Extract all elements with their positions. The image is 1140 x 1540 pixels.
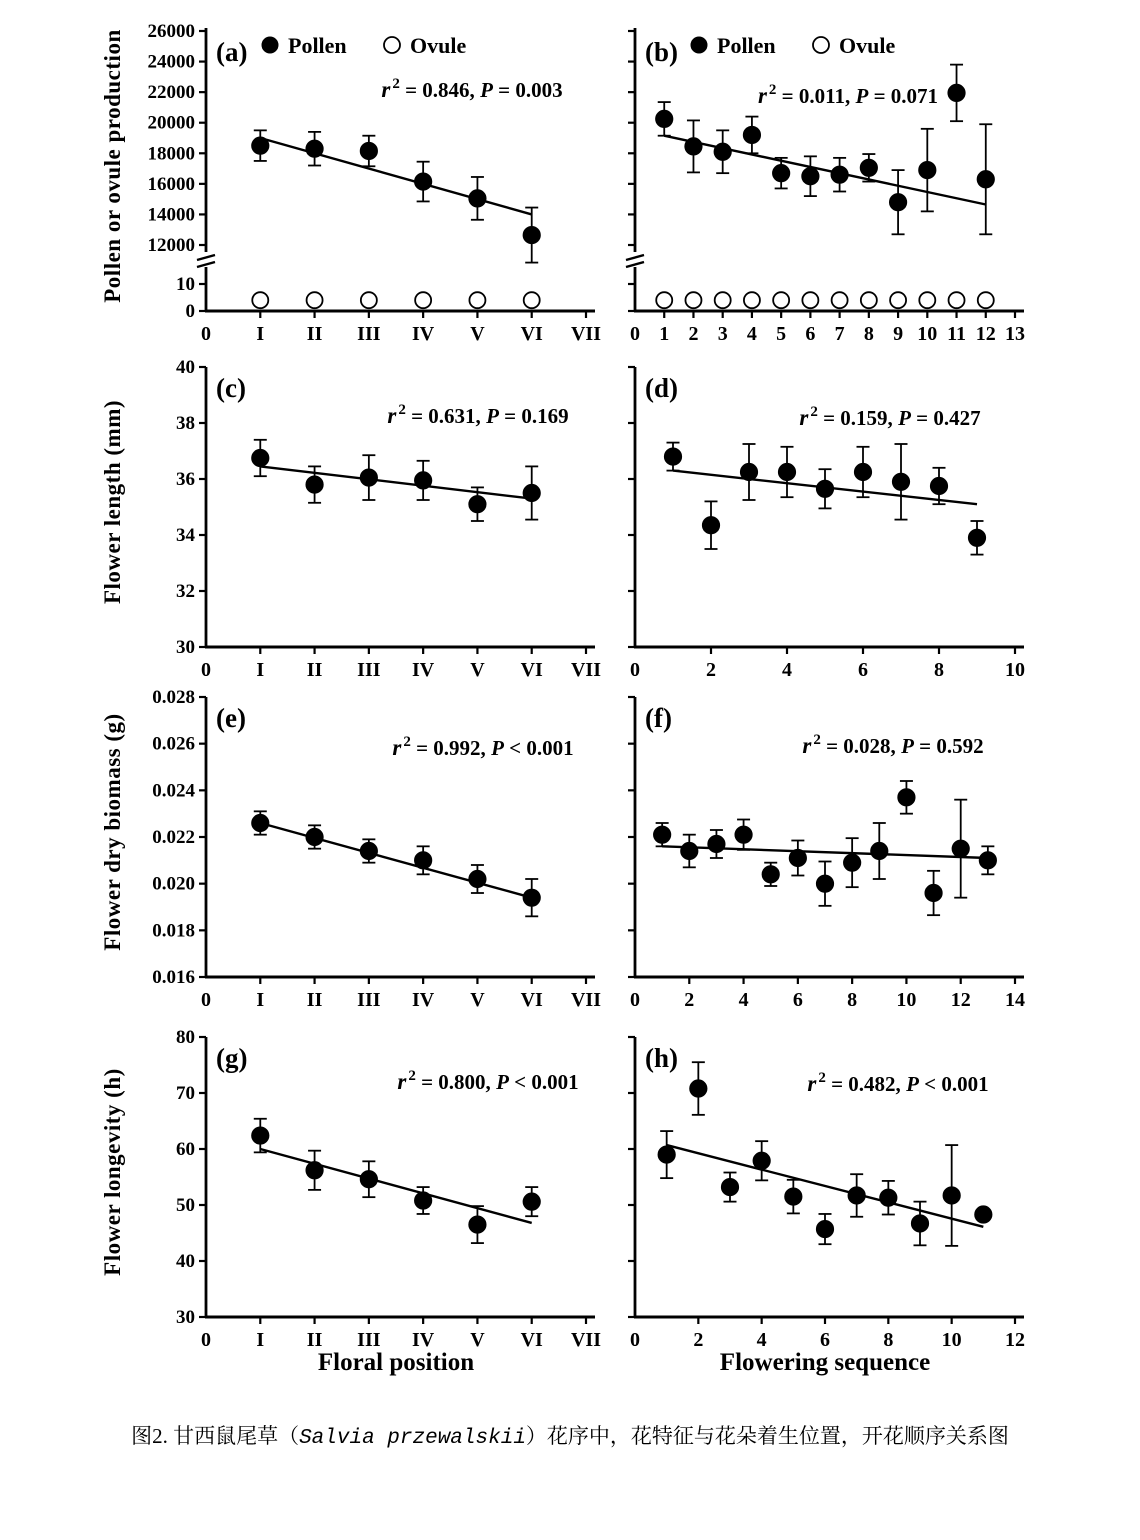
panel-a-chart xyxy=(128,21,603,356)
x-tick-label: 4 xyxy=(738,989,749,1011)
data-point xyxy=(953,840,969,856)
data-point xyxy=(654,826,670,842)
svg-text:(f): (f) xyxy=(645,703,672,733)
data-point xyxy=(685,292,701,308)
svg-text:r2 = 0.992, P < 0.001: r $^2$ = 0.992, P < 0.001 xyxy=(392,734,574,760)
data-point xyxy=(658,1146,674,1162)
y-axis-title-row4: Flower longevity (h) xyxy=(100,1068,125,1276)
legend xyxy=(262,33,466,58)
y-axis xyxy=(176,357,206,658)
x-tick-label: 3 xyxy=(717,323,728,345)
y-tick-label: 0.028 xyxy=(152,687,195,708)
y-tick-label: 0.018 xyxy=(152,920,195,942)
x-tick-label: I xyxy=(256,989,265,1011)
x-axis-title-right: Flowering sequence xyxy=(719,1349,931,1376)
x-tick-label: 7 xyxy=(834,323,845,345)
data-point xyxy=(763,866,779,882)
x-axis-title-left: Floral position xyxy=(317,1349,475,1376)
x-tick-label: 0 xyxy=(201,323,211,345)
y-axis-title-row1: Pollen or ovule production xyxy=(100,29,125,303)
x-tick-label: VII xyxy=(570,1329,602,1351)
data-point xyxy=(415,472,431,488)
y-axis xyxy=(148,21,216,322)
data-point xyxy=(252,450,268,466)
x-tick-label: VII xyxy=(570,659,602,681)
x-tick-label: 9 xyxy=(893,323,904,345)
svg-text:(b): (b) xyxy=(645,37,678,67)
x-tick-label: 2 xyxy=(693,1329,704,1351)
x-tick-label: III xyxy=(357,659,381,681)
x-tick-label: 4 xyxy=(756,1329,767,1351)
legend-pollen-label: Pollen xyxy=(288,33,347,58)
panel-c-chart xyxy=(128,357,603,692)
data-point xyxy=(980,852,996,868)
panel-label xyxy=(216,37,247,67)
svg-text:r2 = 0.631, P = 0.169: r $^2$ = 0.631, P = 0.169 xyxy=(387,402,569,428)
data-point xyxy=(893,474,909,490)
x-tick-label: VI xyxy=(520,323,543,345)
caption-suffix: ）花序中，花特征与花朵着生位置，开花顺序关系图 xyxy=(525,1424,1009,1448)
y-tick-label: 20000 xyxy=(147,112,195,134)
data-point xyxy=(665,448,681,464)
y-tick-label: 0.022 xyxy=(152,827,195,848)
y-tick-label: 16000 xyxy=(147,173,195,195)
regression-line xyxy=(260,823,531,898)
svg-text:r2 = 0.482, P < 0.001: r $^2$ = 0.482, P < 0.001 xyxy=(807,1070,989,1096)
data-point xyxy=(469,292,485,308)
x-tick-label: IV xyxy=(412,659,435,681)
panel-e-chart xyxy=(128,687,603,1022)
y-tick-label: 26000 xyxy=(147,21,195,42)
data-point xyxy=(817,875,833,891)
series-flower-dry-biomass xyxy=(252,811,540,916)
svg-text:r2 = 0.011, P = 0.071: r $^2$ = 0.011, P = 0.071 xyxy=(757,82,939,108)
x-tick-label: 10 xyxy=(941,1329,962,1351)
data-point xyxy=(831,166,847,182)
x-tick-label: 2 xyxy=(688,323,699,345)
data-point xyxy=(415,852,431,868)
x-tick-label: 8 xyxy=(883,1329,894,1351)
x-tick-label: II xyxy=(306,659,323,681)
panel-d-chart xyxy=(627,357,1039,692)
data-point xyxy=(306,141,322,157)
data-point xyxy=(741,464,757,480)
data-point xyxy=(361,843,377,859)
svg-text:(c): (c) xyxy=(216,373,246,403)
x-tick-label: I xyxy=(256,323,265,345)
x-tick-label: 1 xyxy=(659,323,670,345)
data-point xyxy=(744,127,760,143)
x-tick-label: 8 xyxy=(847,989,858,1011)
data-point xyxy=(361,1171,377,1187)
data-point xyxy=(919,292,935,308)
data-point xyxy=(252,137,268,153)
y-axis-title-row2: Flower length (mm) xyxy=(100,399,125,605)
data-point xyxy=(524,292,540,308)
y-tick-label: 0 xyxy=(185,301,195,322)
data-point xyxy=(690,1080,706,1096)
regression-line xyxy=(664,136,986,205)
data-point xyxy=(948,85,964,101)
svg-text:r2 = 0.800, P < 0.001: r $^2$ = 0.800, P < 0.001 xyxy=(397,1068,579,1094)
legend-ovule-marker xyxy=(384,37,400,53)
data-point xyxy=(469,871,485,887)
data-point xyxy=(469,190,485,206)
data-point xyxy=(708,836,724,852)
panel-label xyxy=(216,373,246,403)
x-tick-label: 0 xyxy=(201,1329,211,1351)
stats-annotation xyxy=(397,1068,578,1094)
x-tick-label: III xyxy=(357,989,381,1011)
x-tick-label: 10 xyxy=(1005,659,1025,681)
y-tick-label: 34 xyxy=(176,525,195,546)
stats-annotation xyxy=(758,82,938,108)
y-tick-label: 0.024 xyxy=(152,780,195,802)
regression-line xyxy=(260,466,531,498)
y-tick-label: 36 xyxy=(176,469,195,490)
x-tick-label: IV xyxy=(412,989,435,1011)
x-tick-label: III xyxy=(357,323,381,345)
x-tick-label: 13 xyxy=(1005,323,1025,345)
y-axis xyxy=(628,697,635,977)
data-point xyxy=(943,1187,959,1203)
x-tick-label: 4 xyxy=(746,323,757,345)
x-tick-label: 2 xyxy=(684,989,695,1011)
data-point xyxy=(785,1188,801,1204)
data-point xyxy=(703,517,719,533)
y-tick-label: 0.020 xyxy=(152,873,195,895)
x-tick-label: 8 xyxy=(934,659,944,681)
data-point xyxy=(715,292,731,308)
stats-annotation xyxy=(387,402,568,428)
data-point xyxy=(975,1206,991,1222)
x-tick-label: 0 xyxy=(201,659,211,681)
svg-text:(h): (h) xyxy=(645,1043,678,1073)
data-point xyxy=(802,292,818,308)
x-tick-label: II xyxy=(306,989,323,1011)
caption-species-name: Salvia przewalskii xyxy=(299,1427,526,1450)
series-ovule xyxy=(252,292,539,308)
svg-text:r2 = 0.028, P = 0.592: r $^2$ = 0.028, P = 0.592 xyxy=(802,732,984,758)
data-point xyxy=(415,1192,431,1208)
data-point xyxy=(931,478,947,494)
data-point xyxy=(861,160,877,176)
x-tick-label: 12 xyxy=(975,323,996,345)
data-point xyxy=(744,292,760,308)
y-tick-label: 70 xyxy=(176,1083,195,1104)
data-point xyxy=(415,292,431,308)
x-tick-label: 6 xyxy=(858,659,868,681)
panel-label xyxy=(645,1043,678,1073)
y-tick-label: 0.016 xyxy=(152,967,195,988)
data-point xyxy=(306,1162,322,1178)
y-tick-label: 30 xyxy=(176,637,195,658)
x-tick-label: VI xyxy=(520,1329,543,1351)
series-flower-length xyxy=(252,440,540,521)
data-point xyxy=(524,889,540,905)
data-point xyxy=(735,826,751,842)
data-point xyxy=(848,1187,864,1203)
x-tick-label: 0 xyxy=(630,659,640,681)
x-tick-label: VI xyxy=(520,989,543,1011)
data-point xyxy=(252,1127,268,1143)
svg-text:(d): (d) xyxy=(645,373,678,403)
x-tick-label: 10 xyxy=(917,323,938,345)
x-tick-label: VII xyxy=(570,989,602,1011)
data-point xyxy=(898,789,914,805)
series-ovule xyxy=(656,292,994,308)
data-point xyxy=(773,165,789,181)
data-point xyxy=(912,1215,928,1231)
data-point xyxy=(524,1193,540,1209)
x-tick-label: VI xyxy=(520,659,543,681)
svg-text:(e): (e) xyxy=(216,703,246,733)
x-tick-label: I xyxy=(256,659,265,681)
y-tick-label: 14000 xyxy=(147,204,195,226)
stats-annotation xyxy=(802,732,983,758)
stats-annotation xyxy=(392,734,573,760)
regression-line xyxy=(260,1149,531,1223)
data-point xyxy=(306,476,322,492)
data-point xyxy=(685,138,701,154)
stats-annotation xyxy=(381,76,562,102)
y-tick-label: 40 xyxy=(176,1251,195,1272)
y-axis xyxy=(626,28,644,311)
x-tick-label: V xyxy=(470,989,485,1011)
data-point xyxy=(524,485,540,501)
panel-g-chart xyxy=(128,1027,603,1362)
panel-label xyxy=(645,37,678,67)
legend xyxy=(691,33,895,58)
svg-text:r2 = 0.159, P = 0.427: r $^2$ = 0.159, P = 0.427 xyxy=(799,404,981,430)
y-axis xyxy=(628,367,635,647)
y-tick-label: 22000 xyxy=(147,82,195,104)
y-tick-label: 12000 xyxy=(147,235,195,256)
x-tick-label: 12 xyxy=(1005,1329,1025,1351)
data-point xyxy=(361,143,377,159)
data-point xyxy=(681,843,697,859)
series-flower-longevity xyxy=(252,1119,540,1243)
x-tick-label: 12 xyxy=(950,989,971,1011)
x-tick-label: 8 xyxy=(863,323,874,345)
data-point xyxy=(790,850,806,866)
y-tick-label: 50 xyxy=(176,1195,195,1216)
data-point xyxy=(469,1216,485,1232)
data-point xyxy=(714,144,730,160)
data-point xyxy=(415,173,431,189)
panel-label xyxy=(645,373,678,403)
data-point xyxy=(252,292,268,308)
y-tick-label: 10 xyxy=(176,274,195,295)
data-point xyxy=(880,1190,896,1206)
x-tick-label: 2 xyxy=(706,659,716,681)
data-point xyxy=(817,1221,833,1237)
data-point xyxy=(861,292,877,308)
data-point xyxy=(978,171,994,187)
y-tick-label: 40 xyxy=(176,357,195,378)
data-point xyxy=(890,292,906,308)
x-tick-label: I xyxy=(256,1329,265,1351)
x-axis xyxy=(201,977,601,1011)
data-point xyxy=(656,111,672,127)
x-axis xyxy=(630,311,1025,345)
y-tick-label: 38 xyxy=(176,413,195,434)
x-axis xyxy=(630,977,1025,1011)
svg-text:(g): (g) xyxy=(216,1043,248,1073)
x-axis xyxy=(630,1317,1025,1351)
panel-label xyxy=(216,1043,247,1073)
legend-pollen-marker xyxy=(691,37,707,53)
y-tick-label: 18000 xyxy=(147,143,195,165)
data-point xyxy=(871,843,887,859)
data-point xyxy=(832,292,848,308)
stats-annotation xyxy=(799,404,980,430)
y-tick-label: 30 xyxy=(176,1307,195,1328)
panel-f-chart xyxy=(627,687,1039,1022)
x-axis xyxy=(201,1317,601,1351)
data-point xyxy=(722,1179,738,1195)
y-axis xyxy=(628,1037,635,1317)
x-tick-label: 6 xyxy=(805,323,816,345)
x-tick-label: 11 xyxy=(947,323,966,345)
data-point xyxy=(779,464,795,480)
data-point xyxy=(252,815,268,831)
legend-ovule-label: Ovule xyxy=(839,33,896,58)
caption-prefix: 图2. 甘西鼠尾草（ xyxy=(131,1424,300,1448)
data-point xyxy=(469,496,485,512)
x-axis xyxy=(201,647,601,681)
legend-ovule-label: Ovule xyxy=(410,33,467,58)
panel-h-chart xyxy=(627,1027,1039,1362)
stats-annotation xyxy=(807,1070,988,1096)
panel-label xyxy=(216,703,246,733)
y-tick-label: 60 xyxy=(176,1139,195,1160)
data-point xyxy=(890,194,906,210)
data-point xyxy=(978,292,994,308)
data-point xyxy=(925,885,941,901)
data-point xyxy=(817,481,833,497)
x-tick-label: 6 xyxy=(820,1329,830,1351)
data-point xyxy=(773,292,789,308)
data-point xyxy=(524,227,540,243)
data-point xyxy=(855,464,871,480)
x-tick-label: V xyxy=(470,1329,485,1351)
data-point xyxy=(361,469,377,485)
x-tick-label: 5 xyxy=(776,323,787,345)
x-tick-label: IV xyxy=(412,1329,435,1351)
y-axis xyxy=(152,687,206,988)
panel-b-chart xyxy=(627,21,1039,356)
x-tick-label: 0 xyxy=(201,989,211,1011)
data-point xyxy=(802,168,818,184)
x-tick-label: II xyxy=(306,1329,323,1351)
x-tick-label: 0 xyxy=(630,1329,640,1351)
x-tick-label: 10 xyxy=(896,989,917,1011)
x-tick-label: V xyxy=(470,323,485,345)
data-point xyxy=(969,530,985,546)
panel-label xyxy=(645,703,672,733)
x-tick-label: III xyxy=(357,1329,381,1351)
x-tick-label: VII xyxy=(570,323,602,345)
x-axis xyxy=(630,647,1025,681)
y-axis xyxy=(176,1027,206,1328)
regression-line xyxy=(260,138,531,214)
legend-pollen-label: Pollen xyxy=(717,33,776,58)
x-tick-label: 14 xyxy=(1005,989,1025,1011)
x-axis xyxy=(201,311,601,345)
figure-caption xyxy=(70,1420,1070,1450)
y-tick-label: 32 xyxy=(176,581,195,602)
x-tick-label: 6 xyxy=(792,989,803,1011)
data-point xyxy=(361,292,377,308)
x-tick-label: IV xyxy=(412,323,435,345)
data-point xyxy=(753,1153,769,1169)
y-tick-label: 80 xyxy=(176,1027,195,1048)
svg-text:r2 = 0.846, P = 0.003: r $^2$ = 0.846, P = 0.003 xyxy=(381,76,563,102)
legend-pollen-marker xyxy=(262,37,278,53)
x-tick-label: V xyxy=(470,659,485,681)
y-tick-label: 24000 xyxy=(147,51,195,73)
data-point xyxy=(844,854,860,870)
x-tick-label: 4 xyxy=(782,659,792,681)
legend-ovule-marker xyxy=(813,37,829,53)
data-point xyxy=(949,292,965,308)
y-tick-label: 0.026 xyxy=(152,733,195,755)
x-tick-label: 0 xyxy=(630,323,640,345)
series-pollen xyxy=(252,130,540,262)
x-tick-label: 0 xyxy=(630,989,640,1011)
data-point xyxy=(306,829,322,845)
y-axis-title-row3: Flower dry biomass (g) xyxy=(100,713,125,951)
data-point xyxy=(656,292,672,308)
x-tick-label: II xyxy=(306,323,323,345)
data-point xyxy=(919,162,935,178)
svg-text:(a): (a) xyxy=(216,37,248,67)
data-point xyxy=(307,292,323,308)
